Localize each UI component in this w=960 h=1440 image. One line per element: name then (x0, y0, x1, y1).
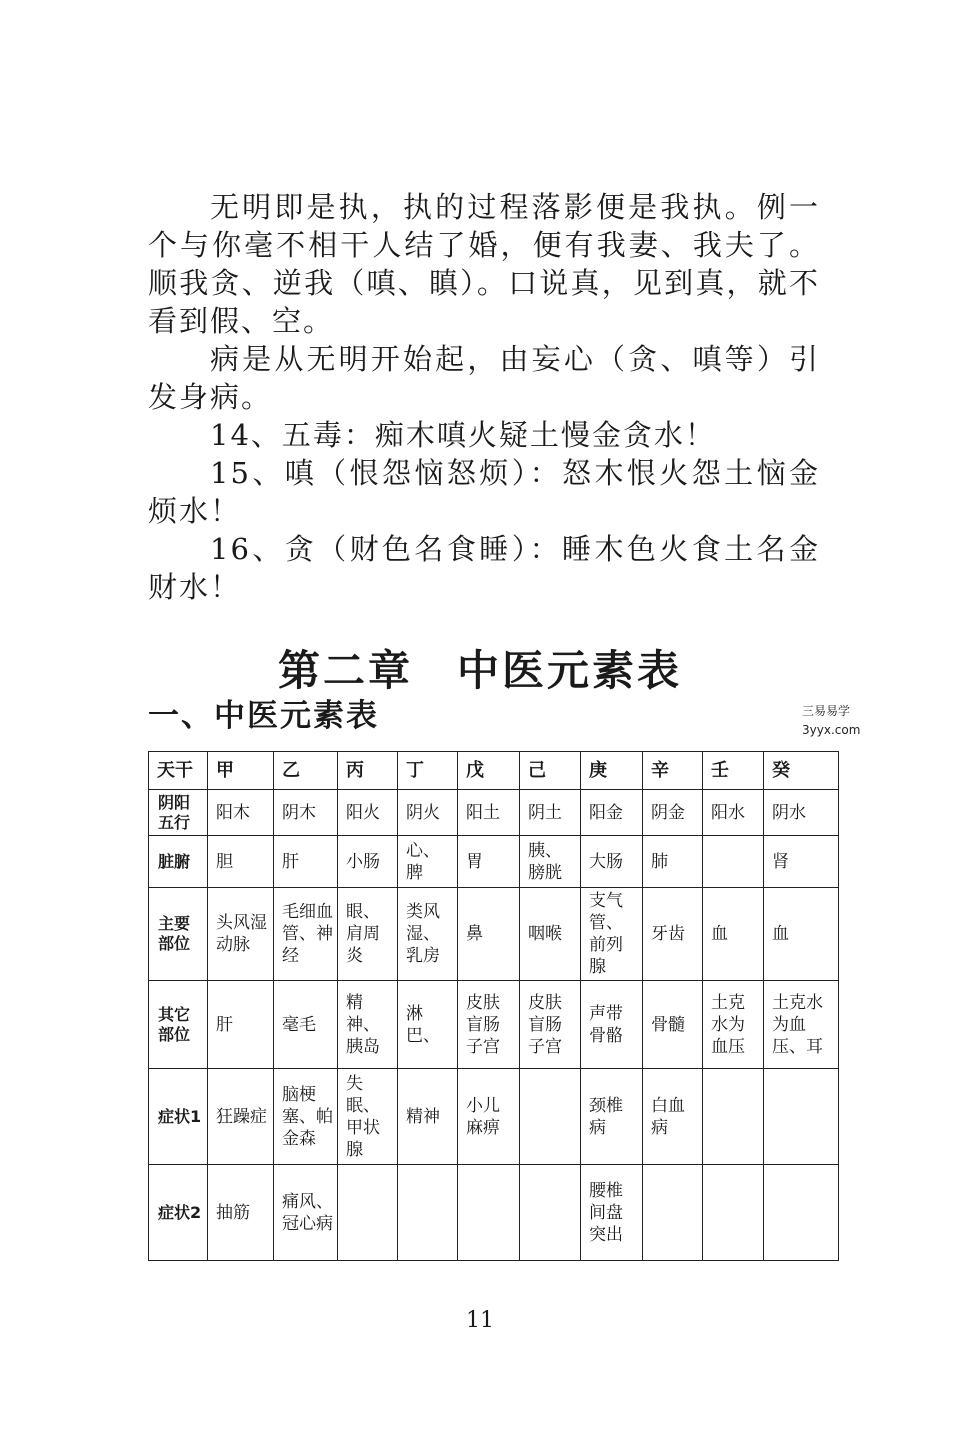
tcm-elements-table (148, 751, 839, 1261)
table-cell (458, 1165, 520, 1261)
header-stem-cell: 丁 (398, 752, 458, 790)
table-cell: 眼、肩周炎 (338, 888, 398, 981)
table-cell: 鼻 (458, 888, 520, 981)
row-label-cell: 脏腑 (149, 836, 208, 888)
table-cell: 牙齿 (643, 888, 703, 981)
table-row (149, 836, 839, 888)
table-cell (764, 1165, 839, 1261)
paragraph-item-14: 14、五毒：痴木嗔火疑土慢金贪水！ (210, 418, 716, 452)
table-cell: 土克水为血压、耳 (764, 981, 839, 1069)
header-stem-cell: 辛 (643, 752, 703, 790)
table-cell: 脑梗塞、帕金森 (274, 1069, 338, 1165)
table-cell: 阳火 (338, 790, 398, 836)
table-cell: 土克水为血压 (703, 981, 764, 1069)
table-row (149, 981, 839, 1069)
header-stem-cell: 甲 (208, 752, 274, 790)
table-cell: 骨髓 (643, 981, 703, 1069)
header-stem-cell: 戊 (458, 752, 520, 790)
table-cell: 精神 (398, 1069, 458, 1165)
table-cell (520, 1165, 581, 1261)
table-cell: 胃 (458, 836, 520, 888)
paragraph-item-16: 16、贪（财色名食睡）：睡木色火食土名金财水！ (148, 532, 820, 604)
table-cell: 血 (703, 888, 764, 981)
row-label-cell: 阴阳五行 (149, 790, 208, 836)
table-cell: 大肠 (581, 836, 643, 888)
table-row (149, 888, 839, 981)
table-cell: 毛细血管、神经 (274, 888, 338, 981)
table-cell: 胰、膀胱 (520, 836, 581, 888)
watermark-name: 三易易学 (802, 704, 851, 718)
table-row (149, 790, 839, 836)
table-cell: 心、脾 (398, 836, 458, 888)
table-cell: 阳水 (703, 790, 764, 836)
header-stem-cell: 乙 (274, 752, 338, 790)
chapter-number: 第二章 (277, 646, 413, 695)
table-cell: 阴木 (274, 790, 338, 836)
paragraph-attachment: 无明即是执，执的过程落影便是我执。例一个与你毫不相干人结了婚，便有我妻、我夫了。顺我贪、逆我（嗔、瞋）。口说真，见到真，就不看到假、空。 (148, 190, 820, 338)
table-cell: 毫毛 (274, 981, 338, 1069)
header-stem-cell: 庚 (581, 752, 643, 790)
table-cell: 类风湿、乳房 (398, 888, 458, 981)
table-cell (703, 1165, 764, 1261)
table-cell: 阳土 (458, 790, 520, 836)
section-title: 一、中医元素表 (148, 698, 379, 734)
table-row (149, 1165, 839, 1261)
header-label-cell: 天干 (149, 752, 208, 790)
table-cell: 皮肤盲肠子宫 (520, 981, 581, 1069)
table-cell: 小肠 (338, 836, 398, 888)
table-cell: 头风湿动脉 (208, 888, 274, 981)
table-cell (520, 1069, 581, 1165)
table-cell: 阴水 (764, 790, 839, 836)
table-cell (338, 1165, 398, 1261)
table-header-row (149, 752, 839, 790)
header-stem-cell: 癸 (764, 752, 839, 790)
table-cell: 阳木 (208, 790, 274, 836)
table-cell: 肝 (208, 981, 274, 1069)
table-cell: 小儿麻痹 (458, 1069, 520, 1165)
table-cell: 阴土 (520, 790, 581, 836)
paragraph-illness-origin: 病是从无明开始起，由妄心（贪、嗔等）引发身病。 (148, 342, 820, 414)
table-cell: 痛风、冠心病 (274, 1165, 338, 1261)
paragraph-item-15: 15、嗔（恨怨恼怒烦）：怒木恨火怨土恼金烦水！ (148, 456, 820, 528)
header-stem-cell: 壬 (703, 752, 764, 790)
table-cell: 阴火 (398, 790, 458, 836)
table-cell: 阳金 (581, 790, 643, 836)
table-cell: 肺 (643, 836, 703, 888)
table-cell: 淋巴、 (398, 981, 458, 1069)
table-cell: 皮肤盲肠子宫 (458, 981, 520, 1069)
table-cell: 肝 (274, 836, 338, 888)
table-cell: 失眠、甲状腺 (338, 1069, 398, 1165)
chapter-heading (0, 638, 960, 698)
chapter-title: 中医元素表 (457, 646, 683, 695)
table-cell: 狂躁症 (208, 1069, 274, 1165)
table-cell: 支气管、前列腺 (581, 888, 643, 981)
table-cell: 咽喉 (520, 888, 581, 981)
table-cell (703, 1069, 764, 1165)
table-cell: 抽筋 (208, 1165, 274, 1261)
watermark-url: 3yyx.com (802, 723, 861, 737)
table-cell: 白血病 (643, 1069, 703, 1165)
table-cell (703, 836, 764, 888)
header-stem-cell: 丙 (338, 752, 398, 790)
table-cell (764, 1069, 839, 1165)
header-stem-cell: 己 (520, 752, 581, 790)
table-cell: 颈椎病 (581, 1069, 643, 1165)
table-cell (398, 1165, 458, 1261)
table-cell: 阴金 (643, 790, 703, 836)
row-label-cell: 其它部位 (149, 981, 208, 1069)
row-label-cell: 症状1 (149, 1069, 208, 1165)
row-label-cell: 主要部位 (149, 888, 208, 981)
table-cell: 胆 (208, 836, 274, 888)
table-cell: 腰椎间盘突出 (581, 1165, 643, 1261)
table-cell (643, 1165, 703, 1261)
table-row (149, 1069, 839, 1165)
table-cell: 肾 (764, 836, 839, 888)
table-cell: 血 (764, 888, 839, 981)
site-watermark (802, 702, 882, 740)
table-cell: 精神、胰岛 (338, 981, 398, 1069)
table-cell: 声带骨骼 (581, 981, 643, 1069)
row-label-cell: 症状2 (149, 1165, 208, 1261)
page-number: 11 (466, 1308, 494, 1333)
